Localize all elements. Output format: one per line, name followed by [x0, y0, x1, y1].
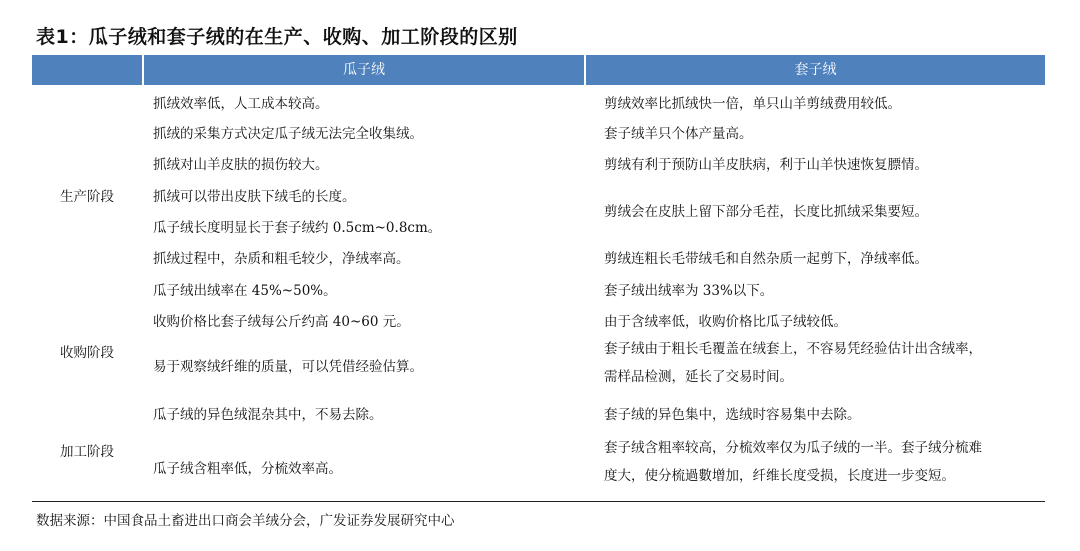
- stage-purchase: 收购阶段: [60, 345, 114, 361]
- guazirong-row: 易于观察绒纤维的质量，可以凭借经验估算。: [153, 359, 423, 375]
- header-guazirong: 瓜子绒: [144, 55, 584, 85]
- table-title: 表1：瓜子绒和套子绒的在生产、收购、加工阶段的区别: [36, 26, 518, 48]
- taozirong-row: 剪绒会在皮肤上留下部分毛茬，长度比抓绒采集要短。: [604, 204, 928, 220]
- taozirong-row-multiline: [604, 335, 982, 391]
- taozirong-row: 由于含绒率低，收购价格比瓜子绒较低。: [604, 314, 847, 330]
- header-taozirong: 套子绒: [586, 55, 1045, 85]
- taozirong-line: 度大，使分梳過數增加，纤维长度受损，长度进一步变短。: [604, 468, 955, 484]
- taozirong-row: 套子绒羊只个体产量高。: [604, 126, 753, 142]
- guazirong-row: 抓绒可以带出皮肤下绒毛的长度。: [153, 189, 356, 205]
- taozirong-row: 套子绒的异色集中，选绒时容易集中去除。: [604, 407, 861, 423]
- taozirong-line: 需样品检测，延长了交易时间。: [604, 369, 793, 385]
- taozirong-row: 剪绒连粗长毛带绒毛和自然杂质一起剪下，净绒率低。: [604, 251, 928, 267]
- taozirong-row: 剪绒有利于预防山羊皮肤病，利于山羊快速恢复膘情。: [604, 157, 928, 173]
- header-stage: [32, 55, 142, 85]
- guazirong-row: 瓜子绒长度明显长于套子绒约 0.5cm~0.8cm。: [153, 220, 442, 236]
- taozirong-row: 剪绒效率比抓绒快一倍，单只山羊剪绒费用较低。: [604, 96, 901, 112]
- guazirong-row: 抓绒对山羊皮肤的损伤较大。: [153, 157, 329, 173]
- guazirong-row: 瓜子绒的异色绒混杂其中，不易去除。: [153, 407, 383, 423]
- guazirong-row: 收购价格比套子绒每公斤约高 40~60 元。: [153, 314, 410, 330]
- guazirong-row: 抓绒的采集方式决定瓜子绒无法完全收集绒。: [153, 126, 423, 142]
- taozirong-line: 套子绒由于粗长毛覆盖在绒套上，不容易凭经验估计出含绒率，: [604, 341, 982, 357]
- guazirong-row: 抓绒效率低，人工成本较高。: [153, 96, 329, 112]
- stage-production: 生产阶段: [60, 189, 114, 205]
- guazirong-row: 抓绒过程中，杂质和粗毛较少，净绒率高。: [153, 251, 410, 267]
- guazirong-row: 瓜子绒出绒率在 45%~50%。: [153, 283, 337, 299]
- taozirong-line: 套子绒含粗率较高，分梳效率仅为瓜子绒的一半。套子绒分梳难: [604, 440, 982, 456]
- bottom-rule: [32, 501, 1045, 502]
- taozirong-row: 套子绒出绒率为 33%以下。: [604, 283, 774, 299]
- data-source: 数据来源：中国食品土畜进出口商会羊绒分会，广发证券发展研究中心: [36, 513, 455, 529]
- taozirong-row-multiline: [604, 434, 982, 490]
- guazirong-row: 瓜子绒含粗率低，分梳效率高。: [153, 461, 342, 477]
- stage-processing: 加工阶段: [60, 444, 114, 460]
